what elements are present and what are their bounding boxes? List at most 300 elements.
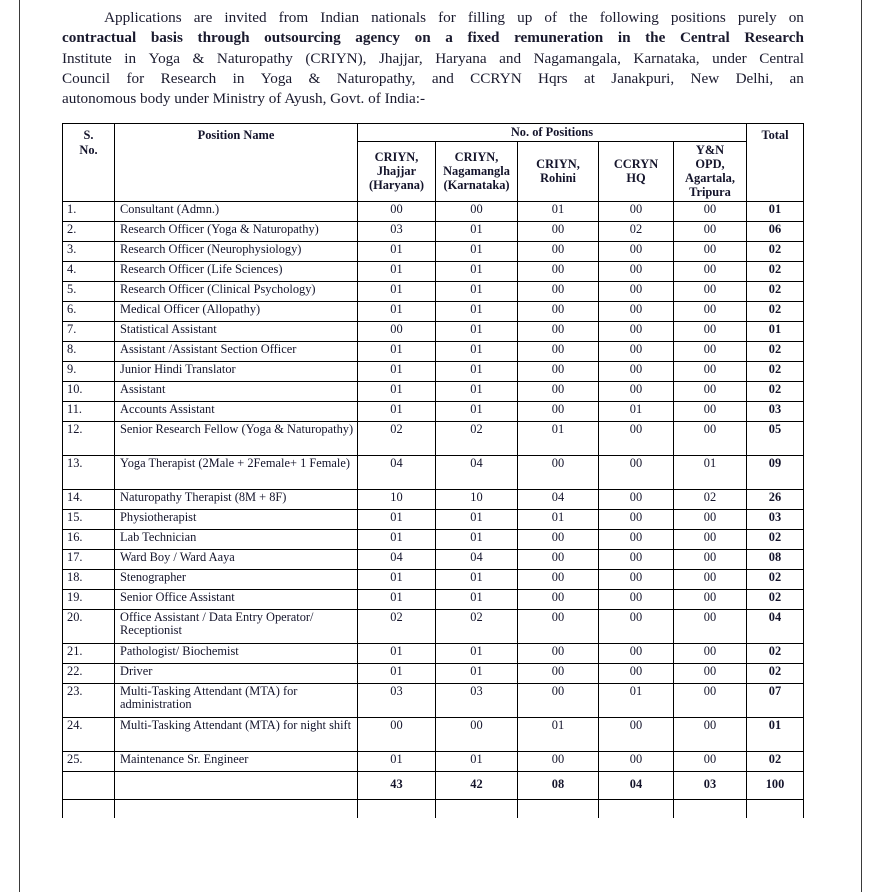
cell-position-count: 01 (436, 663, 518, 683)
tail-cell (436, 799, 518, 818)
cell-position-count: 00 (599, 509, 674, 529)
cell-position-count: 01 (436, 509, 518, 529)
cell-position-count: 01 (436, 361, 518, 381)
cell-position-name: Pathologist/ Biochemist (115, 643, 358, 663)
table-row (63, 261, 804, 281)
table-row (63, 643, 804, 663)
cell-position-count: 04 (436, 455, 518, 489)
column-header-criyn-jhajjar (358, 141, 436, 201)
intro-word: and (431, 69, 454, 87)
cell-position-name: Accounts Assistant (115, 401, 358, 421)
cell-row-total: 02 (747, 341, 804, 361)
cell-position-count: 01 (518, 421, 599, 455)
table-row (63, 489, 804, 509)
cell-position-count: 00 (599, 321, 674, 341)
intro-word: Naturopathy (216, 49, 293, 67)
intro-word: Central (759, 49, 804, 67)
cell-position-count: 00 (674, 549, 747, 569)
cell-position-count: 01 (436, 401, 518, 421)
cell-position-name: Maintenance Sr. Engineer (115, 751, 358, 771)
cell-position-count: 00 (599, 751, 674, 771)
cell-row-total: 06 (747, 221, 804, 241)
cell-position-count: 00 (674, 717, 747, 751)
cell-position-count: 01 (358, 281, 436, 301)
cell-position-count: 00 (518, 381, 599, 401)
intro-word: at (583, 69, 595, 87)
sub-header-line2: Nagamangla (443, 163, 510, 178)
intro-word: from (278, 9, 309, 26)
cell-position-count: 00 (599, 455, 674, 489)
cell-position-count: 04 (358, 549, 436, 569)
cell-position-count: 00 (518, 281, 599, 301)
intro-word: on (788, 9, 804, 26)
cell-position-count: 00 (599, 201, 674, 221)
tail-cell (518, 799, 599, 818)
intro-word: basis (150, 29, 183, 47)
cell-position-count: 00 (674, 751, 747, 771)
cell-serial-number: 9. (63, 361, 115, 381)
cell-position-count: 00 (674, 361, 747, 381)
table-row (63, 301, 804, 321)
column-header-criyn-rohini (518, 141, 599, 201)
intro-word: Naturopathy, (336, 69, 416, 87)
sub-header-line3: (Karnataka) (443, 178, 510, 193)
table-row (63, 663, 804, 683)
cell-position-count: 00 (674, 421, 747, 455)
cell-position-count: 00 (599, 421, 674, 455)
cell-row-total: 02 (747, 301, 804, 321)
table-row (63, 717, 804, 751)
intro-word: a (445, 29, 453, 47)
cell-position-name: Yoga Therapist (2Male + 2Female+ 1 Female) (115, 455, 358, 489)
table-row (63, 589, 804, 609)
cell-position-count: 00 (674, 281, 747, 301)
intro-word: Hqrs (538, 69, 568, 87)
column-header-yn-opd-agartala (674, 141, 747, 201)
cell-position-count: 02 (436, 421, 518, 455)
cell-serial-number: 1. (63, 201, 115, 221)
cell-position-count: 00 (518, 589, 599, 609)
table-row (63, 381, 804, 401)
table-row (63, 751, 804, 771)
cell-position-count: 01 (358, 361, 436, 381)
sub-header-line1: CRIYN, (374, 149, 419, 164)
cell-row-total: 04 (747, 609, 804, 643)
totals-column-sum: 03 (674, 771, 747, 799)
cell-position-count: 00 (518, 663, 599, 683)
table-row (63, 401, 804, 421)
cell-position-count: 01 (436, 321, 518, 341)
cell-position-count: 00 (518, 321, 599, 341)
table-row (63, 341, 804, 361)
sub-header-line1: CRIYN, (454, 149, 499, 164)
cell-position-name: Naturopathy Therapist (8M + 8F) (115, 489, 358, 509)
cell-position-count: 00 (599, 361, 674, 381)
cell-row-total: 05 (747, 421, 804, 455)
cell-position-count: 00 (358, 717, 436, 751)
cell-position-count: 01 (436, 751, 518, 771)
cell-position-count: 01 (358, 663, 436, 683)
cell-serial-number: 5. (63, 281, 115, 301)
cell-row-total: 09 (747, 455, 804, 489)
intro-word: & (308, 69, 321, 87)
intro-word: remuneration (514, 29, 604, 47)
table-row (63, 609, 804, 643)
intro-word: Yoga (148, 49, 181, 67)
table-row (63, 509, 804, 529)
sub-header-line4: Tripura (689, 185, 731, 200)
tail-cell (115, 799, 358, 818)
intro-word: for (438, 9, 456, 26)
cell-serial-number: 10. (63, 381, 115, 401)
intro-word: the (645, 29, 666, 47)
cell-position-name: Lab Technician (115, 529, 358, 549)
intro-word: Applications (104, 9, 182, 26)
intro-line (62, 49, 804, 69)
cell-position-count: 00 (599, 529, 674, 549)
intro-word: are (193, 9, 213, 26)
cell-position-count: 01 (358, 341, 436, 361)
cell-row-total: 03 (747, 509, 804, 529)
cell-serial-number: 22. (63, 663, 115, 683)
intro-word: invited (224, 9, 267, 26)
intro-word: nationals (371, 9, 427, 26)
serial-header-line2: No. (79, 142, 98, 157)
cell-row-total: 02 (747, 529, 804, 549)
table-row (63, 529, 804, 549)
intro-word: in (124, 49, 137, 67)
cell-serial-number: 15. (63, 509, 115, 529)
intro-word: & (192, 49, 205, 67)
cell-position-count: 00 (674, 589, 747, 609)
cell-position-count: 00 (518, 683, 599, 717)
cell-position-count: 01 (436, 589, 518, 609)
intro-line: autonomous body under Ministry of Ayush, Govt. of India:- (62, 90, 426, 108)
cell-position-name: Junior Hindi Translator (115, 361, 358, 381)
cell-position-count: 10 (436, 489, 518, 509)
intro-word: CCRYN (470, 69, 522, 87)
intro-word: up (517, 9, 533, 26)
cell-position-count: 01 (436, 281, 518, 301)
intro-word: Yoga (260, 69, 293, 87)
intro-line (62, 69, 804, 89)
cell-position-count: 01 (358, 643, 436, 663)
table-head (63, 124, 804, 201)
cell-position-count: 01 (358, 381, 436, 401)
tail-cell (358, 799, 436, 818)
serial-header-line1: S. (83, 128, 94, 143)
cell-position-count: 01 (358, 261, 436, 281)
cell-position-count: 00 (674, 381, 747, 401)
intro-word: Jhajjar, (379, 49, 423, 67)
cell-position-name: Senior Office Assistant (115, 589, 358, 609)
cell-serial-number: 17. (63, 549, 115, 569)
cell-position-count: 00 (518, 341, 599, 361)
cell-position-count: 00 (599, 241, 674, 261)
cell-position-count: 00 (674, 569, 747, 589)
cell-position-name: Statistical Assistant (115, 321, 358, 341)
cell-position-name: Assistant /Assistant Section Officer (115, 341, 358, 361)
table-row (63, 221, 804, 241)
cell-position-count: 10 (358, 489, 436, 509)
intro-word: outsourcing (264, 29, 341, 47)
sub-header-line2: HQ (626, 171, 646, 186)
intro-word: Research (160, 69, 217, 87)
cell-position-count: 00 (674, 261, 747, 281)
column-header-serial-number (63, 124, 115, 201)
intro-word: Delhi, (735, 69, 774, 87)
cell-position-count: 03 (358, 221, 436, 241)
cell-position-name: Ward Boy / Ward Aaya (115, 549, 358, 569)
cell-position-count: 00 (518, 751, 599, 771)
cell-position-count: 03 (436, 683, 518, 717)
cell-position-count: 01 (599, 683, 674, 717)
cell-serial-number: 20. (63, 609, 115, 643)
intro-word: contractual (62, 29, 137, 47)
cell-position-count: 00 (674, 201, 747, 221)
intro-word: Karnataka, (633, 49, 700, 67)
cell-row-total: 02 (747, 643, 804, 663)
cell-position-count: 00 (358, 321, 436, 341)
intro-word: Central (679, 29, 730, 47)
cell-position-count: 00 (599, 609, 674, 643)
intro-word: in (232, 69, 245, 87)
cell-serial-number: 6. (63, 301, 115, 321)
cell-position-count: 01 (436, 241, 518, 261)
table-row (63, 683, 804, 717)
cell-position-count: 00 (674, 509, 747, 529)
cell-serial-number: 21. (63, 643, 115, 663)
table-tail-row (63, 799, 804, 818)
cell-position-count: 01 (518, 717, 599, 751)
column-header-position-name: Position Name (115, 124, 358, 201)
cell-position-count: 01 (358, 589, 436, 609)
intro-word: on (414, 29, 431, 47)
intro-word: purely (737, 9, 777, 26)
cell-position-count: 00 (518, 221, 599, 241)
cell-row-total: 26 (747, 489, 804, 509)
cell-serial-number: 19. (63, 589, 115, 609)
cell-position-count: 01 (436, 569, 518, 589)
intro-word: Nagamangala, (533, 49, 621, 67)
cell-row-total: 07 (747, 683, 804, 717)
cell-position-count: 01 (436, 301, 518, 321)
cell-position-count: 00 (674, 663, 747, 683)
cell-position-count: 00 (518, 261, 599, 281)
cell-position-count: 00 (674, 609, 747, 643)
cell-serial-number: 4. (63, 261, 115, 281)
sub-header-line3: Agartala, (685, 171, 735, 186)
cell-position-count: 04 (518, 489, 599, 509)
cell-serial-number: 2. (63, 221, 115, 241)
cell-position-count: 00 (674, 221, 747, 241)
cell-position-count: 01 (358, 401, 436, 421)
totals-column-sum: 42 (436, 771, 518, 799)
intro-word: Haryana (435, 49, 487, 67)
cell-position-count: 00 (599, 301, 674, 321)
cell-position-count: 00 (674, 241, 747, 261)
sub-header-line1: Y&N (695, 142, 725, 157)
cell-position-count: 00 (599, 261, 674, 281)
cell-serial-number: 16. (63, 529, 115, 549)
cell-position-count: 00 (436, 201, 518, 221)
cell-position-count: 00 (674, 301, 747, 321)
cell-row-total: 02 (747, 241, 804, 261)
cell-row-total: 02 (747, 281, 804, 301)
cell-position-count: 04 (358, 455, 436, 489)
cell-position-name: Research Officer (Neurophysiology) (115, 241, 358, 261)
table-row (63, 455, 804, 489)
cell-position-name: Office Assistant / Data Entry Operator/ Receptionist (115, 609, 358, 643)
cell-position-count: 02 (599, 221, 674, 241)
cell-position-count: 00 (674, 683, 747, 717)
intro-word: New (690, 69, 720, 87)
cell-serial-number: 23. (63, 683, 115, 717)
cell-row-total: 02 (747, 663, 804, 683)
totals-position-blank (115, 771, 358, 799)
cell-position-count: 01 (436, 381, 518, 401)
table-row (63, 321, 804, 341)
cell-position-count: 00 (518, 609, 599, 643)
cell-row-total: 01 (747, 717, 804, 751)
intro-word: Indian (320, 9, 360, 26)
cell-row-total: 02 (747, 589, 804, 609)
cell-position-count: 01 (436, 341, 518, 361)
cell-position-count: 00 (599, 341, 674, 361)
cell-row-total: 02 (747, 569, 804, 589)
page-left-margin-rule (19, 0, 20, 892)
intro-line (62, 28, 804, 48)
cell-position-count: 01 (358, 569, 436, 589)
page-body (62, 0, 804, 818)
column-header-no-of-positions: No. of Positions (358, 124, 747, 141)
cell-position-count: 00 (518, 529, 599, 549)
intro-word: Council (62, 69, 111, 87)
tail-cell (674, 799, 747, 818)
intro-word: fixed (467, 29, 500, 47)
cell-position-count: 01 (358, 241, 436, 261)
intro-word: Institute (62, 49, 112, 67)
cell-row-total: 02 (747, 381, 804, 401)
cell-row-total: 01 (747, 201, 804, 221)
cell-position-count: 01 (599, 401, 674, 421)
sub-header-line1: CCRYN (613, 156, 659, 171)
intro-word: Research (744, 29, 804, 47)
cell-position-count: 00 (518, 401, 599, 421)
cell-position-count: 01 (436, 643, 518, 663)
table-row (63, 281, 804, 301)
cell-position-count: 00 (358, 201, 436, 221)
cell-position-name: Physiotherapist (115, 509, 358, 529)
cell-row-total: 02 (747, 751, 804, 771)
intro-line (62, 8, 804, 28)
cell-position-count: 03 (358, 683, 436, 717)
intro-word: through (197, 29, 250, 47)
intro-word: in (617, 29, 631, 47)
table-header-row-primary (63, 124, 804, 141)
intro-word: the (569, 9, 588, 26)
cell-position-name: Senior Research Fellow (Yoga & Naturopathy) (115, 421, 358, 455)
cell-position-count: 00 (599, 381, 674, 401)
cell-position-count: 00 (518, 241, 599, 261)
intro-word: under (712, 49, 747, 67)
sub-header-line2: Jhajjar (376, 163, 417, 178)
cell-position-name: Medical Officer (Allopathy) (115, 301, 358, 321)
sub-header-line2: OPD, (695, 156, 725, 171)
cell-serial-number: 13. (63, 455, 115, 489)
cell-row-total: 08 (747, 549, 804, 569)
intro-paragraph (62, 0, 804, 109)
totals-column-sum: 08 (518, 771, 599, 799)
intro-indent (62, 8, 92, 28)
cell-position-count: 00 (436, 717, 518, 751)
cell-position-count: 00 (674, 643, 747, 663)
cell-position-count: 00 (518, 455, 599, 489)
cell-position-name: Research Officer (Life Sciences) (115, 261, 358, 281)
intro-word: positions (670, 9, 726, 26)
cell-position-name: Assistant (115, 381, 358, 401)
cell-position-name: Driver (115, 663, 358, 683)
intro-word: (CRIYN), (305, 49, 367, 67)
column-header-criyn-nagamangla (436, 141, 518, 201)
table-row (63, 361, 804, 381)
cell-serial-number: 7. (63, 321, 115, 341)
table-row (63, 201, 804, 221)
cell-position-count: 00 (674, 401, 747, 421)
cell-position-count: 01 (674, 455, 747, 489)
cell-position-count: 00 (599, 589, 674, 609)
totals-grand-total: 100 (747, 771, 804, 799)
intro-word: an (789, 69, 804, 87)
cell-position-count: 00 (674, 341, 747, 361)
column-header-ccryn-hq (599, 141, 674, 201)
cell-position-count: 02 (436, 609, 518, 643)
cell-position-count: 02 (674, 489, 747, 509)
cell-position-count: 01 (518, 509, 599, 529)
cell-position-count: 00 (518, 301, 599, 321)
table-totals-row (63, 771, 804, 799)
cell-position-count: 01 (358, 301, 436, 321)
cell-serial-number: 11. (63, 401, 115, 421)
cell-position-name: Research Officer (Clinical Psychology) (115, 281, 358, 301)
table-row (63, 241, 804, 261)
cell-position-count: 01 (518, 201, 599, 221)
tail-cell (599, 799, 674, 818)
cell-row-total: 01 (747, 321, 804, 341)
cell-position-count: 01 (358, 509, 436, 529)
intro-word: of (544, 9, 558, 26)
page-right-margin-rule (861, 0, 862, 892)
table-body (63, 201, 804, 818)
cell-position-count: 02 (358, 421, 436, 455)
sub-header-line2: Rohini (540, 171, 576, 186)
totals-column-sum: 43 (358, 771, 436, 799)
totals-column-sum: 04 (599, 771, 674, 799)
cell-position-count: 01 (436, 261, 518, 281)
cell-position-count: 01 (436, 529, 518, 549)
cell-position-count: 01 (358, 529, 436, 549)
intro-word: for (126, 69, 145, 87)
tail-cell (747, 799, 804, 818)
cell-position-count: 04 (436, 549, 518, 569)
cell-serial-number: 8. (63, 341, 115, 361)
cell-serial-number: 25. (63, 751, 115, 771)
cell-position-count: 00 (599, 549, 674, 569)
sub-header-line1: CRIYN, (536, 156, 580, 171)
cell-position-count: 00 (599, 663, 674, 683)
intro-word: agency (355, 29, 401, 47)
cell-serial-number: 3. (63, 241, 115, 261)
